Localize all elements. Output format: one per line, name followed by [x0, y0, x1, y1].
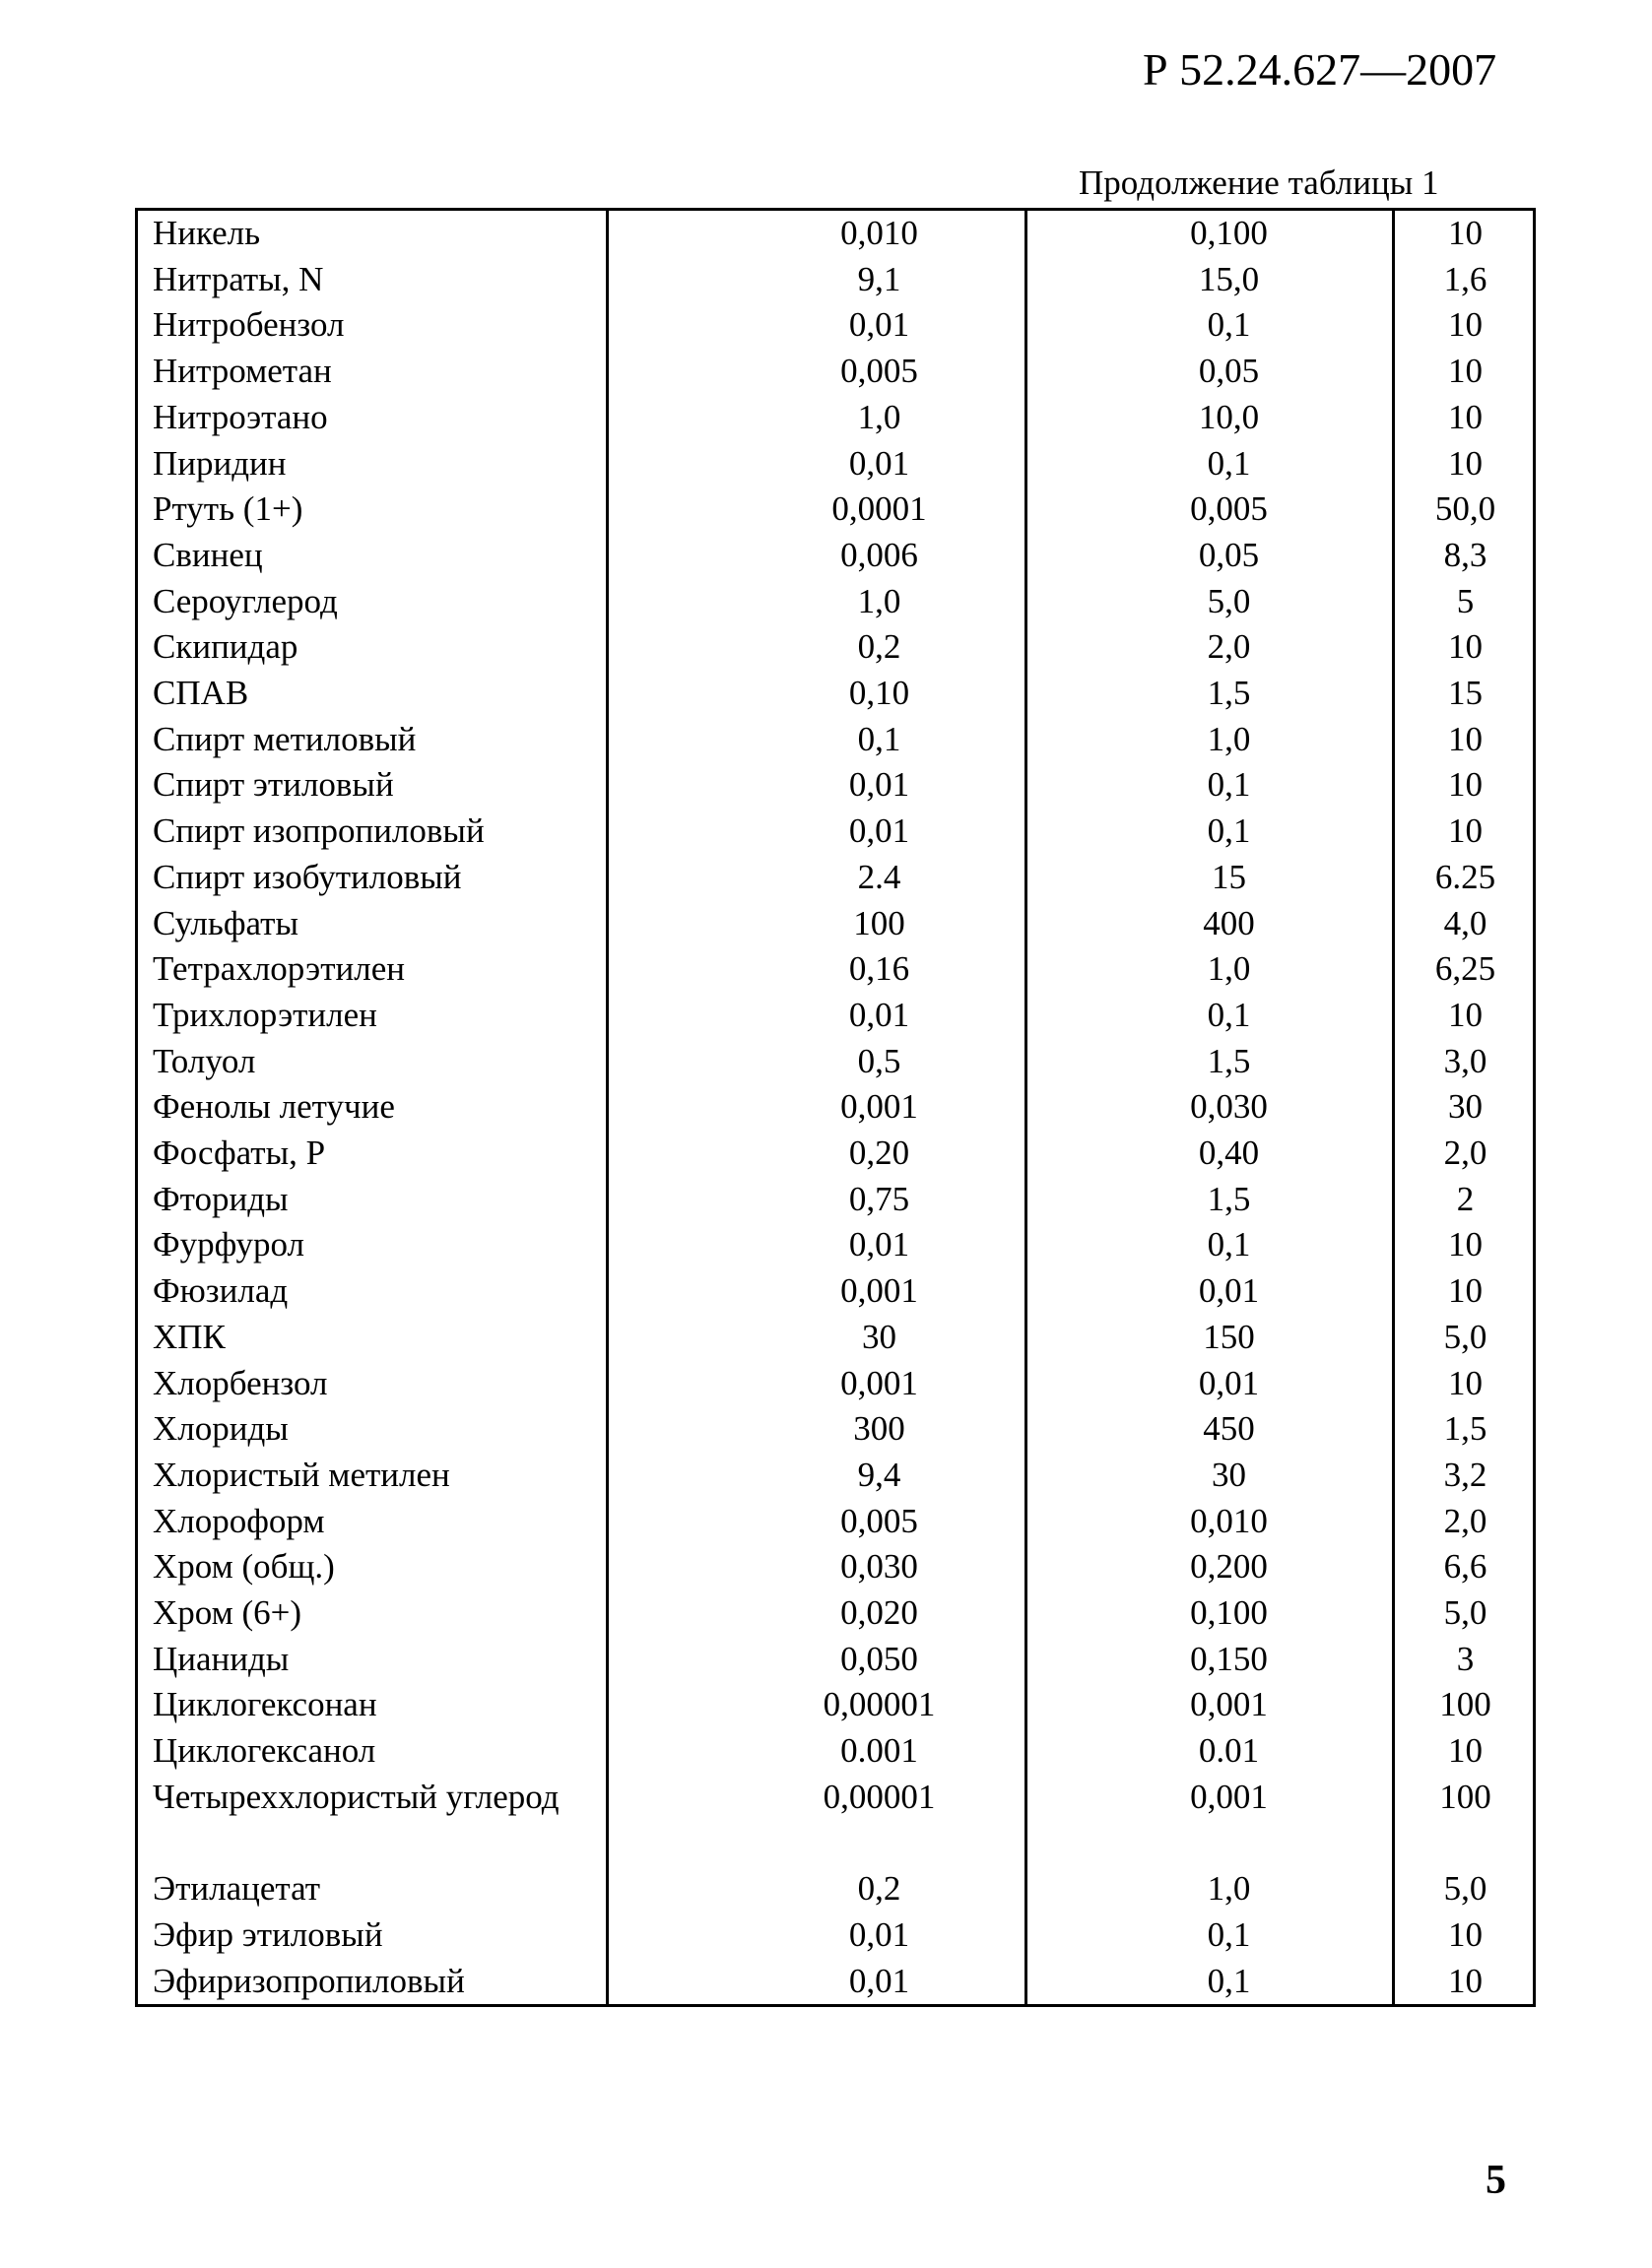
- value-b: 450: [1203, 1409, 1255, 1448]
- ratio: 30: [1448, 1087, 1483, 1126]
- value-a: 0,01: [848, 996, 910, 1034]
- substance-name: Циклогексанол: [153, 1731, 376, 1770]
- substance-name: Цианиды: [153, 1640, 290, 1678]
- table-row: [138, 1361, 1533, 1406]
- table-continuation-caption: Продолжение таблицы 1: [1079, 163, 1439, 202]
- substance-name: Тетрахлорэтилен: [153, 949, 405, 988]
- table-row: [138, 1268, 1533, 1314]
- table-row: [138, 809, 1533, 854]
- substance-name: Хром (6+): [153, 1593, 302, 1632]
- table-row: [138, 1315, 1533, 1360]
- value-a: 0,5: [857, 1042, 901, 1080]
- value-a: 0,00001: [823, 1778, 936, 1816]
- substance-name: Фосфаты, Р: [153, 1134, 326, 1172]
- value-a: 9,1: [857, 260, 901, 298]
- table-row: [138, 1959, 1533, 2004]
- ratio: 10: [1448, 398, 1483, 436]
- ratio: 10: [1448, 1731, 1483, 1770]
- ratio: 2,0: [1443, 1502, 1487, 1540]
- value-b: 0,001: [1190, 1685, 1268, 1723]
- table-row: [138, 1775, 1533, 1865]
- table-row: [138, 1222, 1533, 1267]
- substance-name: Трихлорэтилен: [153, 996, 377, 1034]
- ratio: 2,0: [1443, 1134, 1487, 1172]
- value-a: 0,0001: [831, 489, 927, 528]
- value-a: 0,10: [848, 674, 910, 712]
- substance-name: Свинец: [153, 536, 263, 574]
- value-b: 0,030: [1190, 1087, 1268, 1126]
- table-row: [138, 395, 1533, 440]
- table-row: [138, 579, 1533, 624]
- value-a: 0,01: [848, 1915, 910, 1954]
- ratio: 5,0: [1443, 1593, 1487, 1632]
- table-row: [138, 1177, 1533, 1222]
- table-row: [138, 1590, 1533, 1636]
- table-row: [138, 993, 1533, 1038]
- substance-name: Нитраты, N: [153, 260, 324, 298]
- value-b: 0,005: [1190, 489, 1268, 528]
- value-a: 0,001: [840, 1364, 918, 1402]
- table-row: [138, 1637, 1533, 1682]
- value-b: 0,1: [1207, 1962, 1251, 2000]
- table-row: [138, 1728, 1533, 1774]
- value-a: 0,16: [848, 949, 910, 988]
- substance-name: Сероуглерод: [153, 582, 338, 620]
- value-a: 0,005: [840, 1502, 918, 1540]
- value-b: 0,40: [1198, 1134, 1260, 1172]
- table-row: [138, 1039, 1533, 1084]
- ratio: 10: [1448, 1915, 1483, 1954]
- table-row: [138, 211, 1533, 256]
- ratio: 3: [1456, 1640, 1475, 1678]
- value-a: 0,01: [848, 1225, 910, 1264]
- document-code: Р 52.24.627—2007: [1143, 44, 1497, 95]
- table-row: [138, 1084, 1533, 1130]
- ratio: 5,0: [1443, 1318, 1487, 1356]
- table-row: [138, 762, 1533, 808]
- substance-name: Нитробензол: [153, 305, 345, 344]
- value-b: 15,0: [1198, 260, 1260, 298]
- value-a: 30: [862, 1318, 896, 1356]
- ratio: 10: [1448, 1271, 1483, 1310]
- value-b: 1,0: [1207, 949, 1251, 988]
- value-a: 0,2: [857, 1869, 901, 1908]
- value-b: 150: [1203, 1318, 1255, 1356]
- value-a: 0,030: [840, 1547, 918, 1586]
- ratio: 10: [1448, 627, 1483, 666]
- value-a: 0,75: [848, 1180, 910, 1218]
- substance-name: Пиридин: [153, 444, 287, 483]
- ratio: 10: [1448, 765, 1483, 804]
- substance-name: Нитроэтано: [153, 398, 328, 436]
- substance-name: Фенолы летучие: [153, 1087, 395, 1126]
- substance-name: Сульфаты: [153, 904, 298, 942]
- substance-name: Хлористый метилен: [153, 1456, 450, 1494]
- substance-name: Спирт этиловый: [153, 765, 394, 804]
- table-row: [138, 1544, 1533, 1589]
- page-number: 5: [1486, 2158, 1506, 2203]
- substance-name: Фурфурол: [153, 1225, 304, 1264]
- ratio: 5,0: [1443, 1869, 1487, 1908]
- ratio: 10: [1448, 214, 1483, 252]
- value-b: 1,0: [1207, 720, 1251, 758]
- table-row: [138, 1912, 1533, 1958]
- value-b: 400: [1203, 904, 1255, 942]
- substance-name: Скипидар: [153, 627, 298, 666]
- table-row: [138, 624, 1533, 670]
- substance-name: Спирт метиловый: [153, 720, 417, 758]
- substance-name: Хлорбензол: [153, 1364, 328, 1402]
- ratio: 6.25: [1434, 858, 1496, 896]
- value-a: 0,001: [840, 1087, 918, 1126]
- value-b: 0,05: [1198, 536, 1260, 574]
- value-b: 0,1: [1207, 1225, 1251, 1264]
- substance-name: Толуол: [153, 1042, 256, 1080]
- value-b: 0,200: [1190, 1547, 1268, 1586]
- ratio: 10: [1448, 305, 1483, 344]
- value-b: 0,150: [1190, 1640, 1268, 1678]
- value-b: 1,5: [1207, 1180, 1251, 1218]
- value-a: 1,0: [857, 582, 901, 620]
- ratio: 10: [1448, 720, 1483, 758]
- ratio: 2: [1456, 1180, 1475, 1218]
- ratio: 4,0: [1443, 904, 1487, 942]
- ratio: 100: [1439, 1778, 1491, 1816]
- value-a: 9,4: [857, 1456, 901, 1494]
- value-a: 0,020: [840, 1593, 918, 1632]
- ratio: 6,25: [1434, 949, 1496, 988]
- value-a: 100: [853, 904, 905, 942]
- value-a: 0,01: [848, 765, 910, 804]
- value-b: 0,1: [1207, 444, 1251, 483]
- ratio: 10: [1448, 1225, 1483, 1264]
- table-row: [138, 1131, 1533, 1176]
- value-b: 0,01: [1198, 1364, 1260, 1402]
- table-row: [138, 441, 1533, 486]
- value-a: 0,20: [848, 1134, 910, 1172]
- ratio: 10: [1448, 811, 1483, 850]
- substance-name: Никель: [153, 214, 261, 252]
- value-a: 0,050: [840, 1640, 918, 1678]
- table-row: [138, 901, 1533, 946]
- substance-name: Этилацетат: [153, 1869, 321, 1908]
- value-b: 0,1: [1207, 1915, 1251, 1954]
- ratio: 6,6: [1443, 1547, 1487, 1586]
- value-b: 0,1: [1207, 996, 1251, 1034]
- value-b: 0,001: [1190, 1778, 1268, 1816]
- ratio: 1,6: [1443, 260, 1487, 298]
- ratio: 100: [1439, 1685, 1491, 1723]
- substance-name: Хлороформ: [153, 1502, 325, 1540]
- value-a: 0,00001: [823, 1685, 936, 1723]
- value-b: 15: [1212, 858, 1246, 896]
- value-a: 1,0: [857, 398, 901, 436]
- ratio: 5: [1456, 582, 1475, 620]
- value-a: 300: [853, 1409, 905, 1448]
- ratio: 50,0: [1434, 489, 1496, 528]
- substance-name: Хром (общ.): [153, 1547, 335, 1586]
- value-a: 0,005: [840, 352, 918, 390]
- value-a: 0,001: [840, 1271, 918, 1310]
- value-a: 0,006: [840, 536, 918, 574]
- value-a: 0,01: [848, 811, 910, 850]
- table-row: [138, 533, 1533, 578]
- value-a: 0.001: [840, 1731, 918, 1770]
- table-row: [138, 486, 1533, 532]
- value-b: 0,010: [1190, 1502, 1268, 1540]
- substance-name: Фюзилад: [153, 1271, 289, 1310]
- ratio: 3,2: [1443, 1456, 1487, 1494]
- table-row: [138, 257, 1533, 302]
- table-row: [138, 855, 1533, 900]
- ratio: 10: [1448, 1364, 1483, 1402]
- value-a: 0,01: [848, 305, 910, 344]
- substance-name: Эфир этиловый: [153, 1915, 383, 1954]
- value-b: 0,1: [1207, 305, 1251, 344]
- value-b: 0,100: [1190, 214, 1268, 252]
- table-row: [138, 1453, 1533, 1498]
- substance-name: Циклогексонан: [153, 1685, 377, 1723]
- value-a: 0,010: [840, 214, 918, 252]
- substance-name: Нитрометан: [153, 352, 332, 390]
- ratio: 10: [1448, 444, 1483, 483]
- value-b: 0,1: [1207, 811, 1251, 850]
- data-table: [135, 208, 1536, 2007]
- value-b: 0.01: [1198, 1731, 1260, 1770]
- value-b: 1,5: [1207, 1042, 1251, 1080]
- table-row: [138, 302, 1533, 348]
- value-b: 5,0: [1207, 582, 1251, 620]
- table-row: [138, 349, 1533, 394]
- value-b: 1,0: [1207, 1869, 1251, 1908]
- value-a: 0,1: [857, 720, 901, 758]
- table-row: [138, 1682, 1533, 1727]
- substance-name: СПАВ: [153, 674, 249, 712]
- substance-name: Ртуть (1+): [153, 489, 303, 528]
- substance-name: Четыреххлористый углерод: [153, 1778, 560, 1816]
- substance-name: Хлориды: [153, 1409, 289, 1448]
- table-row: [138, 717, 1533, 762]
- value-b: 2,0: [1207, 627, 1251, 666]
- value-b: 1,5: [1207, 674, 1251, 712]
- value-a: 0,01: [848, 444, 910, 483]
- value-b: 0,100: [1190, 1593, 1268, 1632]
- substance-name: Эфиризопропиловый: [153, 1962, 465, 2000]
- substance-name: Спирт изопропиловый: [153, 811, 485, 850]
- ratio: 10: [1448, 996, 1483, 1034]
- table-row: [138, 671, 1533, 716]
- ratio: 10: [1448, 352, 1483, 390]
- value-a: 0,01: [848, 1962, 910, 2000]
- ratio: 15: [1448, 674, 1483, 712]
- value-b: 10,0: [1198, 398, 1260, 436]
- table-row: [138, 1406, 1533, 1452]
- substance-name: Фториды: [153, 1180, 289, 1218]
- table-row: [138, 1499, 1533, 1544]
- ratio: 3,0: [1443, 1042, 1487, 1080]
- substance-name: Спирт изобутиловый: [153, 858, 462, 896]
- ratio: 1,5: [1443, 1409, 1487, 1448]
- value-b: 0,01: [1198, 1271, 1260, 1310]
- ratio: 10: [1448, 1962, 1483, 2000]
- value-b: 30: [1212, 1456, 1246, 1494]
- substance-name: ХПК: [153, 1318, 226, 1356]
- table-row: [138, 1866, 1533, 1912]
- ratio: 8,3: [1443, 536, 1487, 574]
- table-row: [138, 946, 1533, 992]
- value-b: 0,05: [1198, 352, 1260, 390]
- value-b: 0,1: [1207, 765, 1251, 804]
- value-a: 0,2: [857, 627, 901, 666]
- value-a: 2.4: [857, 858, 901, 896]
